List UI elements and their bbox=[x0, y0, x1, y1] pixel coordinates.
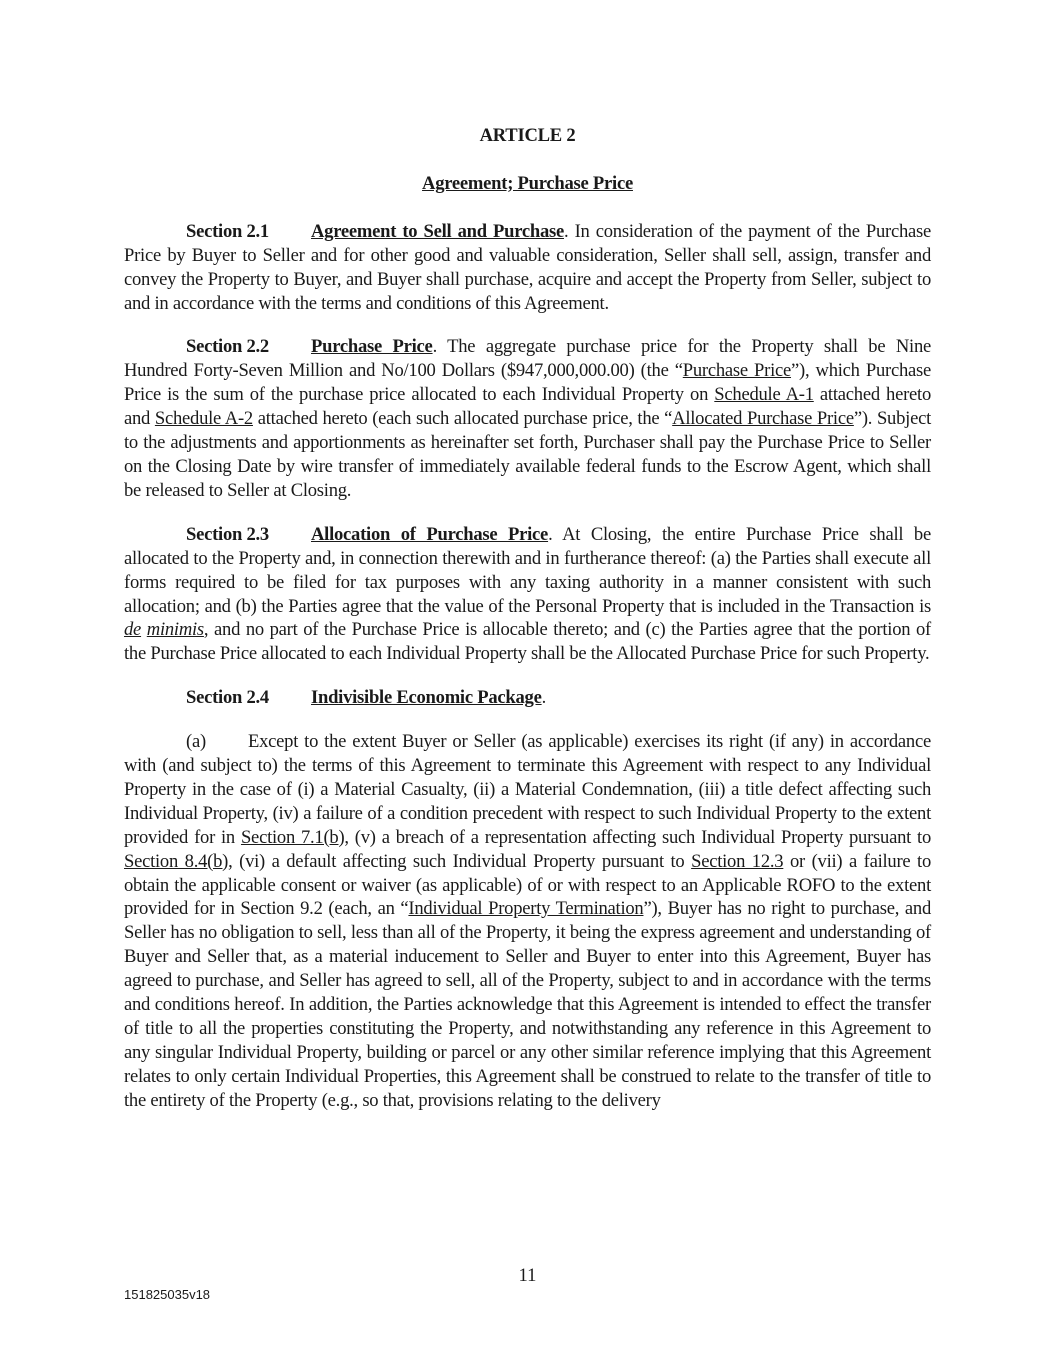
section-body: , and no part of the Purchase Price is allocable thereto; and (c) the Parties agree that the portion of the Purchase Price allocated to each Individual Property shall be the Allocated Purchase Price for such Property. bbox=[124, 619, 931, 665]
section-body: . In consideration of the payment of the Purchase Price by Buyer to Seller and for other good and valuable consideration, Seller shall sell, assign, transfer and convey the Property to Buyer, and Buyer shall purchase, acquire and accept the Property from Seller, subject to and in accordance with the terms and conditions of this Agreement. bbox=[124, 220, 931, 314]
section-body: , (vi) a default affecting such Individual Property pursuant to bbox=[228, 850, 692, 872]
article-heading: ARTICLE 2 bbox=[479, 125, 576, 146]
subsection-label: (a) bbox=[186, 731, 206, 753]
cross-reference: Section 7.1(b), bbox=[240, 826, 349, 848]
section-title-end: . bbox=[541, 687, 547, 709]
section-body: ”), which Purchase Price is the sum of the purchase price allocated to each Individual Property on bbox=[124, 360, 931, 406]
section-number: Section 2.2 bbox=[186, 336, 269, 358]
section-title: Allocation of Purchase Price bbox=[311, 523, 549, 545]
section-title: Purchase Price bbox=[311, 336, 433, 358]
defined-term: Allocated Purchase Price bbox=[672, 408, 854, 430]
section-2-3 bbox=[124, 523, 931, 666]
cross-reference: Section 8.4(b) bbox=[124, 850, 229, 872]
defined-term: Purchase Price bbox=[682, 360, 792, 382]
cross-reference: Schedule A-1 bbox=[714, 384, 814, 406]
latin-term: de bbox=[124, 619, 142, 641]
page-content bbox=[124, 124, 931, 1133]
section-body: ”), Buyer has no right to purchase, and Seller has no obligation to sell, less than all of the Property, it being the express agreement and understanding of Buyer and Seller that, as a material inducement to Seller and Buyer to enter into this Agreement, Buyer has agreed to purchase, and Seller has agreed to sell, all of the Property, subject to and in accordance with the terms and conditions hereof. In addition, the Parties acknowledge that this Agreement is intended to effect the transfer of title to all the properties constituting the Property, and notwithstanding any reference in this Agreement to any singular Individual Property, building or parcel or any other similar reference implying that this Agreement relates to only certain Individual Properties, this Agreement shall be construed to relate to the transfer of title to the entirety of the Property (e.g., so that, provisions relating to the delivery bbox=[124, 898, 931, 1111]
section-2-4-a bbox=[124, 730, 931, 1113]
section-2-4 bbox=[124, 686, 931, 710]
section-body: . The aggregate purchase price for the Property shall be Nine Hundred Forty-Seven Million and No/100 Dollars ($947,000,000.00) (the “ bbox=[124, 336, 931, 382]
section-body: Except to the extent Buyer or Seller (as applicable) exercises its right (if any) in accordance with (and subject to) the terms of this Agreement to terminate this Agreement with respect to any Individual Property in the case of (i) a Material Casualty, (ii) a Material Condemnation, (iii) a title defect affecting such Individual Property, (iv) a failure of a condition precedent with respect to such Individual Property to the extent provided for in bbox=[124, 731, 931, 848]
section-body: attached hereto and bbox=[124, 384, 931, 430]
section-2-1 bbox=[124, 220, 931, 316]
section-number: Section 2.3 bbox=[186, 523, 269, 545]
section-body: . At Closing, the entire Purchase Price shall be allocated to the Property and, in connection therewith and in furtherance thereof: (a) the Parties shall execute all forms required to be filed for tax purposes with any taxing authority in a manner consistent with such allocation; and (b) the Parties agree that the value of the Personal Property that is included in the Transaction is bbox=[124, 523, 931, 617]
section-body: attached hereto (each such allocated purchase price, the “ bbox=[252, 408, 673, 430]
section-body: ”). Subject to the adjustments and apportionments as hereinafter set forth, Purchaser shall pay the Purchase Price to Seller on the Closing Date by wire transfer of immediately available federal funds to the Escrow Agent, which shall be released to Seller at Closing. bbox=[124, 408, 931, 501]
article-title: Agreement; Purchase Price bbox=[422, 172, 633, 194]
section-number: Section 2.4 bbox=[186, 687, 269, 709]
defined-term: Individual Property Termination bbox=[408, 898, 644, 920]
section-title: Indivisible Economic Package bbox=[311, 687, 542, 709]
section-title: Agreement to Sell and Purchase bbox=[311, 220, 564, 242]
section-2-2 bbox=[124, 335, 931, 502]
latin-term: minimis bbox=[146, 619, 204, 641]
cross-reference: Section 12.3 bbox=[691, 850, 784, 872]
section-body: or (vii) a failure to obtain the applicable consent or waiver (as applicable) of or with respect to an Applicable ROFO to the extent provided for in Section 9.2 (each, an “ bbox=[124, 850, 932, 920]
document-id: 151825035v18 bbox=[124, 1287, 211, 1302]
cross-reference: Schedule A-2 bbox=[154, 408, 253, 430]
section-number: Section 2.1 bbox=[186, 220, 269, 242]
section-body: (v) a breach of a representation affecting such Individual Property pursuant to bbox=[348, 826, 932, 848]
page-number: 11 bbox=[518, 1265, 537, 1286]
